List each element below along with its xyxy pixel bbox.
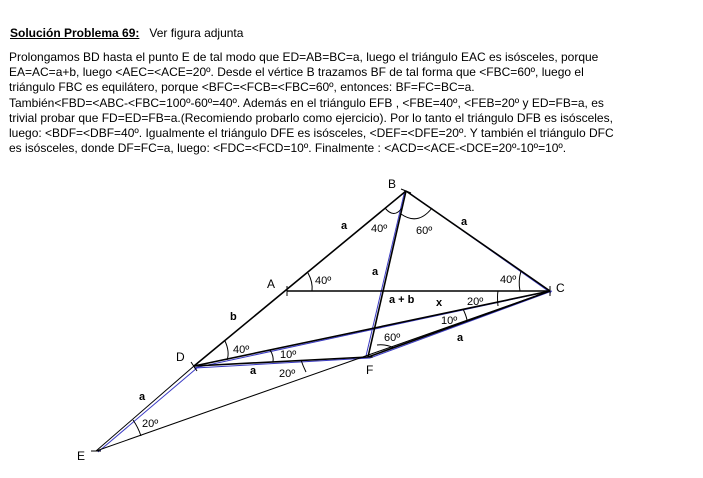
segment-db (194, 191, 406, 366)
angle-label-acb: 40º (500, 274, 517, 286)
segment-de-blue (98, 368, 197, 452)
angle-label-fbc: 60º (416, 225, 433, 237)
point-label-f: F (366, 363, 374, 377)
side-label-bf: a (372, 266, 379, 278)
text-line: trivial probar que FD=ED=FB=a.(Recomiendo probarlo como ejercicio). Por lo tanto el triángulo DFB es isósceles, (9, 110, 613, 125)
black-lines (194, 191, 550, 366)
side-label-ab: a (341, 220, 348, 232)
problem-title: Solución Problema 69: (10, 26, 140, 40)
arc-dce (498, 291, 499, 306)
blue-lines (98, 190, 552, 452)
angle-label-dfe: 20º (279, 368, 296, 380)
angle-label-fcd: 10º (441, 315, 458, 327)
segment-de (96, 366, 194, 451)
figure-reference: Ver figura adjunta (149, 26, 244, 40)
angle-label-adc: 40º (233, 344, 250, 356)
segment-ec (96, 291, 550, 451)
side-label-ad: b (230, 311, 237, 323)
angle-label-bac: 40º (315, 275, 332, 287)
side-label-fc: a (457, 332, 464, 344)
segment-bc (406, 191, 550, 291)
side-label-bc: a (461, 216, 468, 228)
text-line: EA=AC=a+b, luego <AEC=<ACE=20º. Desde el vértice B trazamos BF de tal forma que <FBC=60º, luego el (9, 65, 584, 80)
point-ticks (91, 189, 550, 451)
arc-adc (225, 341, 228, 360)
text-line: triángulo FBC es equilátero, porque <BFC=<FCB=<FBC=60º, entonces: BF=FC=BC=a. (9, 80, 475, 95)
text-line: También<FBD=<ABC-<FBC=100º-60º=40º. Además en el triángulo EFB , <FBE=40º, <FEB=20º y ED=FB=a, es (9, 95, 604, 110)
arc-bfc (377, 345, 394, 348)
text-line: luego: <BDF=<DBF=40º. Igualmente el triángulo DFE es isósceles, <DEF=<DFE=20º. Y también el triángulo DFC (9, 126, 614, 141)
angle-label-bfc: 60º (384, 332, 401, 344)
angle-label-fdc: 10º (280, 349, 297, 361)
arc-acb (519, 271, 521, 291)
point-label-e: E (77, 449, 86, 463)
side-label-df: a (250, 365, 257, 377)
arc-aec (133, 420, 141, 436)
angle-label-dce: 20º (467, 296, 484, 308)
side-label-ac: a + b (389, 294, 415, 306)
arc-fbc (401, 208, 432, 219)
text-line: Prolongamos BD hasta el punto E de tal modo que ED=AB=BC=a, luego el triángulo EAC es isósceles, porque (9, 50, 599, 64)
point-label-a: A (267, 277, 276, 291)
text-line: es isósceles, donde DF=FC=a, luego: <FDC=<FCD=10º. Finalmente : <ACD=<ACE-<DCE=20º-10º=10º. (9, 141, 567, 156)
angle-label-aec: 20º (142, 418, 159, 430)
angle-label-abf: 40º (371, 223, 388, 235)
side-label-ed: a (139, 391, 146, 403)
point-label-d: D (176, 350, 185, 364)
arc-bac (308, 273, 312, 291)
arc-fcd (463, 309, 467, 320)
point-label-b: B (388, 177, 397, 191)
angle-label-x: x (436, 297, 443, 309)
point-label-c: C (556, 281, 565, 295)
